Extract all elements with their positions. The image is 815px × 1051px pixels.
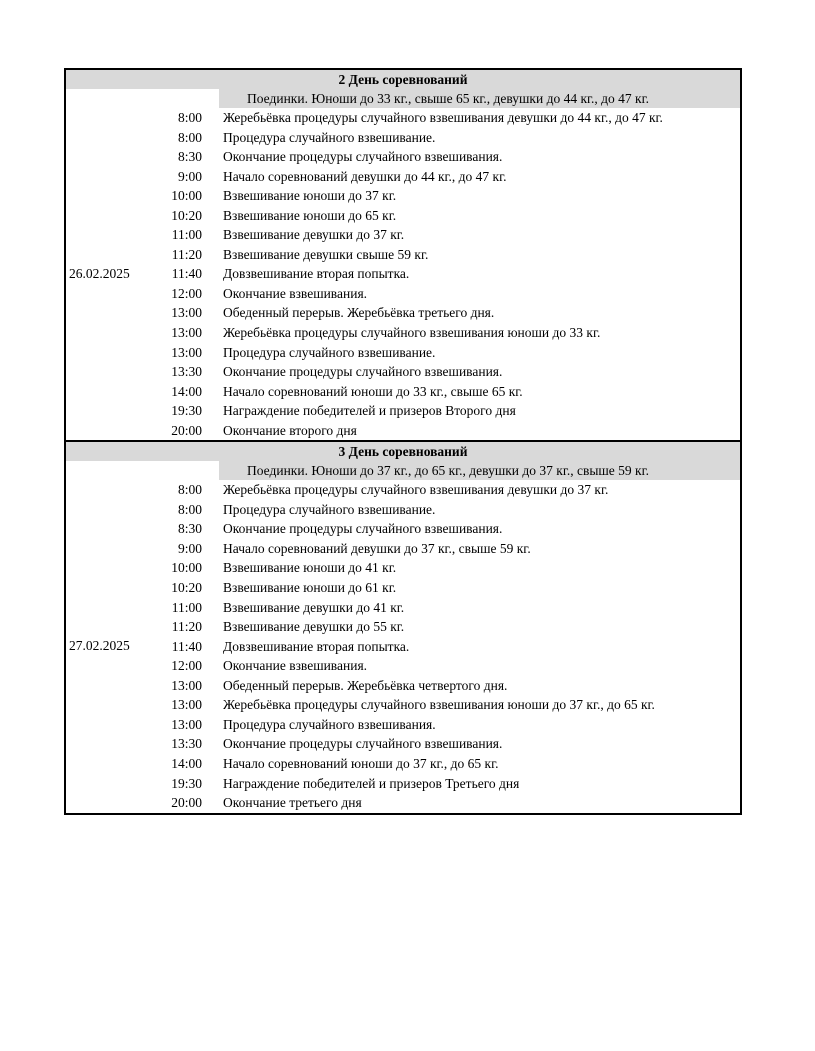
event-description: Взвешивание девушки свыше 59 кг. <box>223 246 429 262</box>
event-description: Процедура случайного взвешивания. <box>223 716 436 732</box>
event-time: 11:40 <box>171 638 202 654</box>
event-time: 13:30 <box>171 736 202 752</box>
event-row <box>162 128 740 148</box>
day-body <box>66 480 740 812</box>
day-body <box>66 108 740 440</box>
event-time: 14:00 <box>171 383 202 399</box>
event-description: Окончание взвешивания. <box>223 658 368 674</box>
event-row <box>162 734 740 754</box>
event-description: Довзвешивание вторая попытка. <box>223 638 410 654</box>
event-description: Обеденный перерыв. Жеребьёвка четвертого дня. <box>223 677 508 693</box>
event-row <box>162 147 740 167</box>
event-description: Взвешивание девушки до 37 кг. <box>223 227 405 243</box>
event-time: 12:00 <box>171 285 202 301</box>
event-time: 13:00 <box>171 325 202 341</box>
day-date: 26.02.2025 <box>69 266 130 282</box>
day-subtitle: Поединки. Юноши до 33 кг., свыше 65 кг., девушки до 44 кг., до 47 кг. <box>219 89 740 108</box>
event-time: 8:00 <box>177 501 202 517</box>
event-description: Окончание процедуры случайного взвешивания. <box>223 521 503 537</box>
event-description: Взвешивание юноши до 65 кг. <box>223 207 397 223</box>
event-time: 11:00 <box>171 599 202 615</box>
event-time: 13:00 <box>171 305 202 321</box>
event-row <box>162 656 740 676</box>
event-time: 10:20 <box>171 207 202 223</box>
event-description: Окончание процедуры случайного взвешивания. <box>223 149 503 165</box>
event-time: 20:00 <box>171 422 202 438</box>
event-time: 8:00 <box>177 129 202 145</box>
day-block <box>64 441 742 814</box>
event-time: 13:00 <box>171 344 202 360</box>
subtitle-spacer <box>66 461 219 480</box>
event-description: Начало соревнований юноши до 33 кг., свыше 65 кг. <box>223 383 523 399</box>
event-row <box>162 186 740 206</box>
event-row <box>162 558 740 578</box>
event-time: 19:30 <box>171 403 202 419</box>
event-time: 14:00 <box>171 755 202 771</box>
event-row <box>162 167 740 187</box>
event-description: Процедура случайного взвешивание. <box>223 501 436 517</box>
event-row <box>162 323 740 343</box>
event-description: Взвешивание юноши до 61 кг. <box>223 580 397 596</box>
event-time: 8:00 <box>177 110 202 125</box>
event-row <box>162 303 740 323</box>
event-description: Окончание процедуры случайного взвешивания. <box>223 736 503 752</box>
schedule-table <box>64 68 742 815</box>
event-list <box>162 480 740 812</box>
event-row <box>162 401 740 421</box>
event-time: 9:00 <box>177 540 202 556</box>
event-description: Жеребьёвка процедуры случайного взвешивания девушки до 37 кг. <box>223 482 609 498</box>
event-description: Обеденный перерыв. Жеребьёвка третьего дня. <box>223 305 495 321</box>
event-row <box>162 774 740 794</box>
event-row <box>162 245 740 265</box>
event-row <box>162 578 740 598</box>
event-row <box>162 519 740 539</box>
event-description: Начало соревнований девушки до 44 кг., до 47 кг. <box>223 168 507 184</box>
event-row <box>162 695 740 715</box>
event-time: 13:30 <box>171 364 202 380</box>
event-description: Начало соревнований юноши до 37 кг., до 65 кг. <box>223 755 499 771</box>
event-description: Довзвешивание вторая попытка. <box>223 266 410 282</box>
event-description: Окончание второго дня <box>223 422 357 438</box>
event-description: Награждение победителей и призеров Второго дня <box>223 403 516 419</box>
event-description: Процедура случайного взвешивание. <box>223 129 436 145</box>
event-row <box>162 617 740 637</box>
event-time: 20:00 <box>171 795 202 811</box>
event-time: 11:20 <box>171 619 202 635</box>
event-list <box>162 108 740 440</box>
event-row <box>162 206 740 226</box>
subtitle-spacer <box>66 89 219 108</box>
event-row <box>162 793 740 813</box>
event-time: 13:00 <box>171 716 202 732</box>
event-row <box>162 637 740 657</box>
event-row <box>162 108 740 128</box>
event-time: 13:00 <box>171 697 202 713</box>
event-time: 11:00 <box>171 227 202 243</box>
event-description: Окончание процедуры случайного взвешивания. <box>223 364 503 380</box>
day-title: 2 День соревнований <box>66 70 740 89</box>
event-description: Взвешивание девушки до 41 кг. <box>223 599 405 615</box>
event-time: 9:00 <box>177 168 202 184</box>
event-row <box>162 480 740 500</box>
event-time: 12:00 <box>171 658 202 674</box>
event-row <box>162 225 740 245</box>
event-description: Процедура случайного взвешивание. <box>223 344 436 360</box>
event-time: 19:30 <box>171 775 202 791</box>
event-description: Окончание взвешивания. <box>223 285 368 301</box>
event-time: 8:30 <box>177 521 202 537</box>
event-time: 8:30 <box>177 149 202 165</box>
event-row <box>162 264 740 284</box>
day-subtitle-row <box>66 89 740 108</box>
event-row <box>162 754 740 774</box>
event-row <box>162 421 740 441</box>
event-description: Жеребьёвка процедуры случайного взвешивания девушки до 44 кг., до 47 кг. <box>223 110 663 125</box>
event-description: Жеребьёвка процедуры случайного взвешивания юноши до 37 кг., до 65 кг. <box>223 697 655 713</box>
event-description: Жеребьёвка процедуры случайного взвешивания юноши до 33 кг. <box>223 325 601 341</box>
event-time: 10:00 <box>171 188 202 204</box>
event-time: 10:20 <box>171 580 202 596</box>
event-description: Взвешивание юноши до 37 кг. <box>223 188 397 204</box>
event-row <box>162 343 740 363</box>
day-subtitle-row <box>66 461 740 480</box>
event-row <box>162 676 740 696</box>
day-block <box>64 68 742 441</box>
event-row <box>162 500 740 520</box>
event-description: Награждение победителей и призеров Третьего дня <box>223 775 520 791</box>
day-date: 27.02.2025 <box>69 638 130 654</box>
event-row <box>162 362 740 382</box>
event-row <box>162 539 740 559</box>
event-time: 11:20 <box>171 246 202 262</box>
event-description: Взвешивание девушки до 55 кг. <box>223 619 405 635</box>
event-row <box>162 284 740 304</box>
event-time: 8:00 <box>177 482 202 498</box>
day-subtitle: Поединки. Юноши до 37 кг., до 65 кг., девушки до 37 кг., свыше 59 кг. <box>219 461 740 480</box>
day-title: 3 День соревнований <box>66 442 740 461</box>
event-time: 11:40 <box>171 266 202 282</box>
event-row <box>162 598 740 618</box>
event-time: 13:00 <box>171 677 202 693</box>
event-description: Начало соревнований девушки до 37 кг., свыше 59 кг. <box>223 540 531 556</box>
event-description: Окончание третьего дня <box>223 795 362 811</box>
event-time: 10:00 <box>171 560 202 576</box>
event-row <box>162 715 740 735</box>
event-row <box>162 382 740 402</box>
event-description: Взвешивание юноши до 41 кг. <box>223 560 397 576</box>
